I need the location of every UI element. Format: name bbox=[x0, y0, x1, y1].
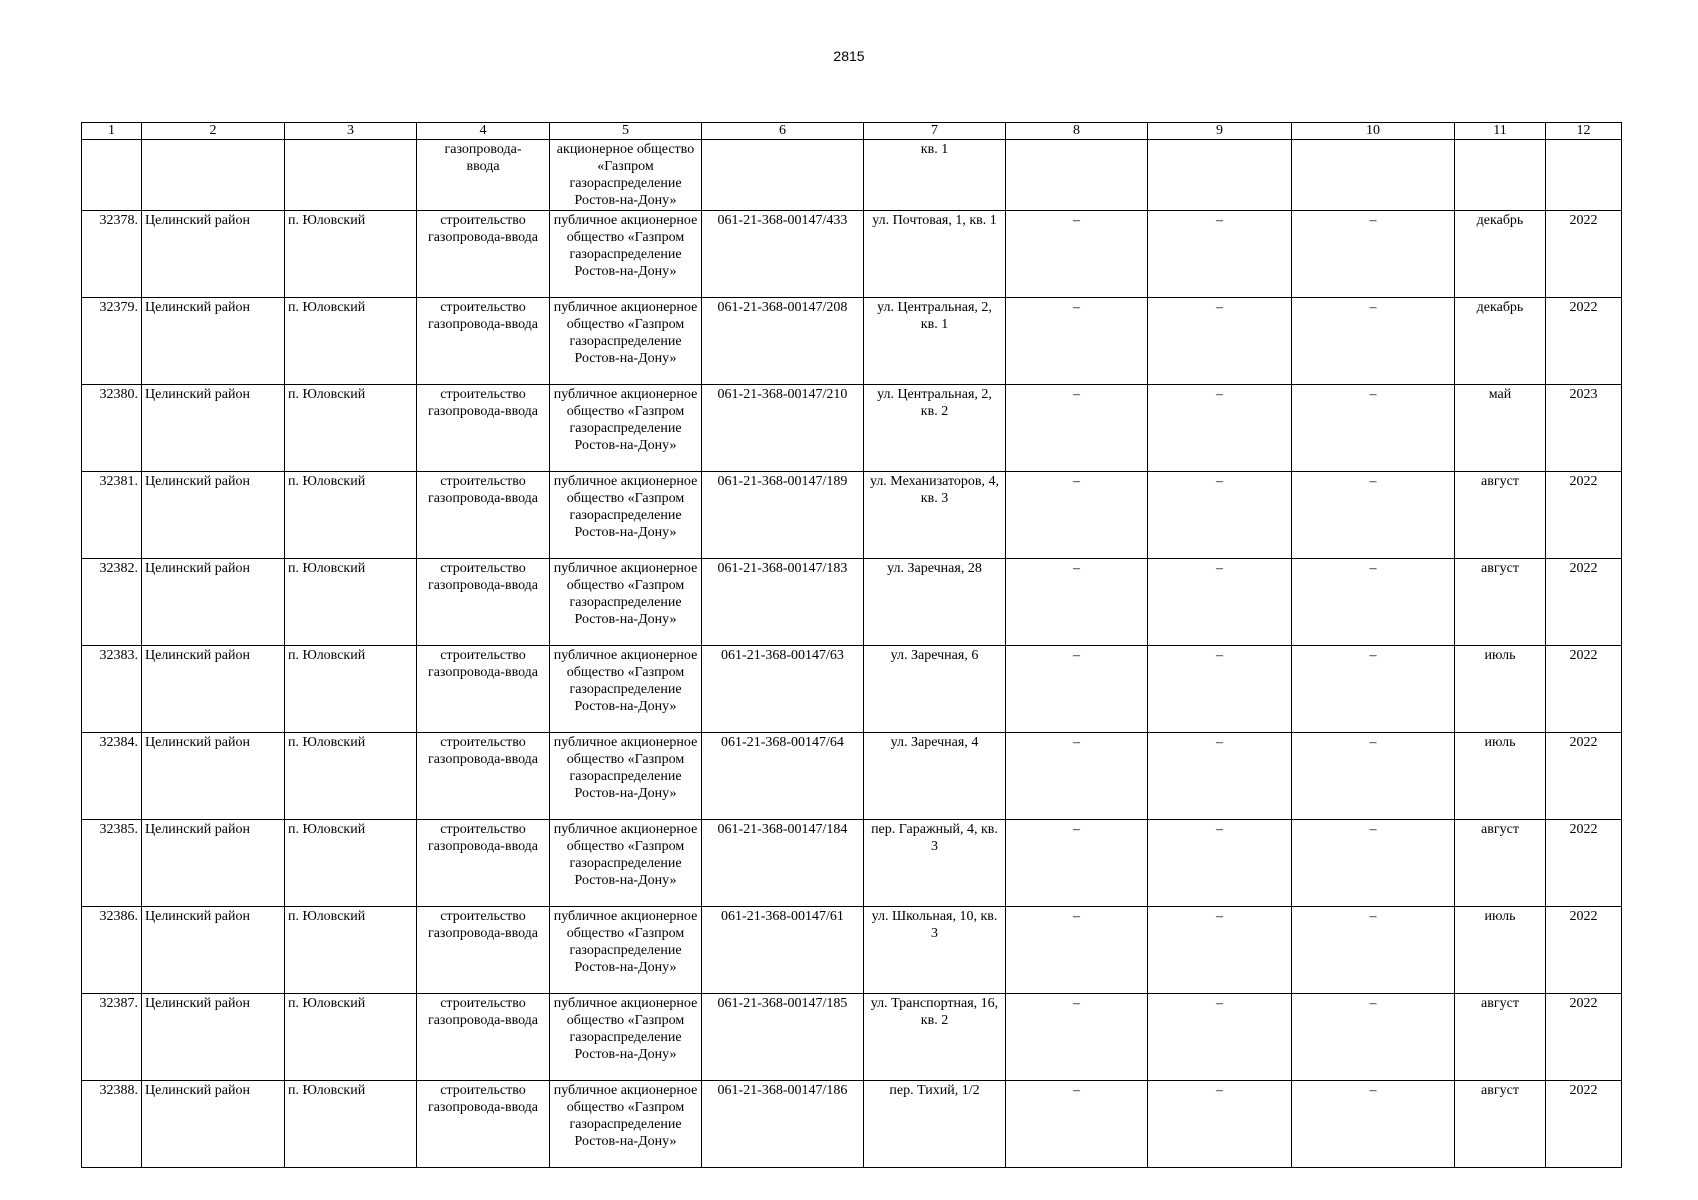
cell-col8 bbox=[1006, 140, 1148, 211]
table-row bbox=[82, 211, 1622, 298]
cell-col8: – bbox=[1006, 994, 1148, 1081]
cell-address: ул. Транспортная, 16, кв. 2 bbox=[864, 994, 1006, 1081]
cell-col10: – bbox=[1292, 820, 1455, 907]
cell-col8: – bbox=[1006, 559, 1148, 646]
cell-address: ул. Почтовая, 1, кв. 1 bbox=[864, 211, 1006, 298]
cell-operator: публичное акционерное общество «Газпром газораспределение Ростов-на-Дону» bbox=[550, 1081, 702, 1168]
cell-month: декабрь bbox=[1455, 211, 1546, 298]
cell-locality: п. Юловский bbox=[285, 211, 417, 298]
cell-operator: публичное акционерное общество «Газпром газораспределение Ростов-на-Дону» bbox=[550, 994, 702, 1081]
cell-col9 bbox=[1148, 140, 1292, 211]
column-header-7: 7 bbox=[864, 123, 1006, 140]
table-row bbox=[82, 646, 1622, 733]
cell-locality: п. Юловский bbox=[285, 994, 417, 1081]
cell-col8: – bbox=[1006, 1081, 1148, 1168]
cell-num: 32385. bbox=[82, 820, 142, 907]
column-header-9: 9 bbox=[1148, 123, 1292, 140]
cell-col10: – bbox=[1292, 994, 1455, 1081]
cell-num: 32381. bbox=[82, 472, 142, 559]
cell-activity: строительство газопровода-ввода bbox=[417, 646, 550, 733]
cell-col8: – bbox=[1006, 211, 1148, 298]
cell-district: Целинский район bbox=[142, 646, 285, 733]
cell-year: 2022 bbox=[1546, 559, 1622, 646]
column-header-1: 1 bbox=[82, 123, 142, 140]
cell-month: август bbox=[1455, 559, 1546, 646]
cell-year: 2022 bbox=[1546, 907, 1622, 994]
cell-col8: – bbox=[1006, 298, 1148, 385]
cell-month: июль bbox=[1455, 646, 1546, 733]
cell-code: 061-21-368-00147/189 bbox=[702, 472, 864, 559]
cell-district: Целинский район bbox=[142, 820, 285, 907]
cell-year: 2022 bbox=[1546, 820, 1622, 907]
cell-locality: п. Юловский bbox=[285, 559, 417, 646]
cell-code bbox=[702, 140, 864, 211]
cell-address: ул. Механизаторов, 4, кв. 3 bbox=[864, 472, 1006, 559]
cell-col9: – bbox=[1148, 646, 1292, 733]
cell-col9: – bbox=[1148, 733, 1292, 820]
cell-operator: публичное акционерное общество «Газпром газораспределение Ростов-на-Дону» bbox=[550, 211, 702, 298]
column-header-11: 11 bbox=[1455, 123, 1546, 140]
cell-code: 061-21-368-00147/183 bbox=[702, 559, 864, 646]
cell-col9: – bbox=[1148, 472, 1292, 559]
cell-activity: строительство газопровода-ввода bbox=[417, 907, 550, 994]
cell-locality: п. Юловский bbox=[285, 646, 417, 733]
cell-month: июль bbox=[1455, 907, 1546, 994]
cell-year: 2022 bbox=[1546, 733, 1622, 820]
cell-month: май bbox=[1455, 385, 1546, 472]
cell-activity: строительство газопровода-ввода bbox=[417, 559, 550, 646]
cell-activity: газопровода- ввода bbox=[417, 140, 550, 211]
registry-table bbox=[81, 122, 1622, 1168]
cell-col10: – bbox=[1292, 646, 1455, 733]
cell-col10: – bbox=[1292, 211, 1455, 298]
cell-address: пер. Гаражный, 4, кв. 3 bbox=[864, 820, 1006, 907]
cell-activity: строительство газопровода-ввода bbox=[417, 298, 550, 385]
cell-month: июль bbox=[1455, 733, 1546, 820]
cell-locality: п. Юловский bbox=[285, 820, 417, 907]
cell-col8: – bbox=[1006, 646, 1148, 733]
column-header-3: 3 bbox=[285, 123, 417, 140]
cell-district: Целинский район bbox=[142, 559, 285, 646]
table-row bbox=[82, 559, 1622, 646]
cell-activity: строительство газопровода-ввода bbox=[417, 733, 550, 820]
cell-district: Целинский район bbox=[142, 211, 285, 298]
cell-num: 32387. bbox=[82, 994, 142, 1081]
cell-address: ул. Центральная, 2, кв. 1 bbox=[864, 298, 1006, 385]
cell-code: 061-21-368-00147/185 bbox=[702, 994, 864, 1081]
table-row bbox=[82, 820, 1622, 907]
cell-col10 bbox=[1292, 140, 1455, 211]
cell-locality: п. Юловский bbox=[285, 298, 417, 385]
cell-col10: – bbox=[1292, 472, 1455, 559]
column-header-2: 2 bbox=[142, 123, 285, 140]
cell-activity: строительство газопровода-ввода bbox=[417, 1081, 550, 1168]
cell-code: 061-21-368-00147/433 bbox=[702, 211, 864, 298]
cell-col8: – bbox=[1006, 820, 1148, 907]
cell-locality: п. Юловский bbox=[285, 472, 417, 559]
cell-col8: – bbox=[1006, 385, 1148, 472]
cell-code: 061-21-368-00147/64 bbox=[702, 733, 864, 820]
column-header-8: 8 bbox=[1006, 123, 1148, 140]
cell-code: 061-21-368-00147/210 bbox=[702, 385, 864, 472]
cell-month: август bbox=[1455, 994, 1546, 1081]
column-header-6: 6 bbox=[702, 123, 864, 140]
column-header-5: 5 bbox=[550, 123, 702, 140]
cell-year: 2023 bbox=[1546, 385, 1622, 472]
cell-col10: – bbox=[1292, 907, 1455, 994]
cell-code: 061-21-368-00147/184 bbox=[702, 820, 864, 907]
cell-num: 32379. bbox=[82, 298, 142, 385]
cell-col8: – bbox=[1006, 472, 1148, 559]
cell-code: 061-21-368-00147/186 bbox=[702, 1081, 864, 1168]
cell-district: Целинский район bbox=[142, 1081, 285, 1168]
cell-district: Целинский район bbox=[142, 298, 285, 385]
cell-year: 2022 bbox=[1546, 994, 1622, 1081]
cell-year: 2022 bbox=[1546, 211, 1622, 298]
cell-col9: – bbox=[1148, 1081, 1292, 1168]
cell-address: ул. Школьная, 10, кв. 3 bbox=[864, 907, 1006, 994]
cell-code: 061-21-368-00147/63 bbox=[702, 646, 864, 733]
cell-district: Целинский район bbox=[142, 733, 285, 820]
cell-col10: – bbox=[1292, 1081, 1455, 1168]
column-header-12: 12 bbox=[1546, 123, 1622, 140]
cell-year: 2022 bbox=[1546, 472, 1622, 559]
cell-col9: – bbox=[1148, 559, 1292, 646]
cell-address: ул. Заречная, 6 bbox=[864, 646, 1006, 733]
cell-num: 32382. bbox=[82, 559, 142, 646]
cell-col8: – bbox=[1006, 733, 1148, 820]
cell-locality: п. Юловский bbox=[285, 1081, 417, 1168]
cell-col10: – bbox=[1292, 559, 1455, 646]
cell-num bbox=[82, 140, 142, 211]
cell-month: август bbox=[1455, 820, 1546, 907]
cell-code: 061-21-368-00147/61 bbox=[702, 907, 864, 994]
cell-month bbox=[1455, 140, 1546, 211]
cell-operator: публичное акционерное общество «Газпром газораспределение Ростов-на-Дону» bbox=[550, 733, 702, 820]
cell-num: 32380. bbox=[82, 385, 142, 472]
cell-district: Целинский район bbox=[142, 907, 285, 994]
cell-district bbox=[142, 140, 285, 211]
cell-district: Целинский район bbox=[142, 385, 285, 472]
cell-col9: – bbox=[1148, 907, 1292, 994]
cell-year: 2022 bbox=[1546, 298, 1622, 385]
cell-address: ул. Заречная, 28 bbox=[864, 559, 1006, 646]
cell-operator: публичное акционерное общество «Газпром газораспределение Ростов-на-Дону» bbox=[550, 559, 702, 646]
cell-year: 2022 bbox=[1546, 646, 1622, 733]
cell-col9: – bbox=[1148, 385, 1292, 472]
cell-address: кв. 1 bbox=[864, 140, 1006, 211]
cell-address: пер. Тихий, 1/2 bbox=[864, 1081, 1006, 1168]
cell-num: 32386. bbox=[82, 907, 142, 994]
cell-activity: строительство газопровода-ввода bbox=[417, 472, 550, 559]
cell-activity: строительство газопровода-ввода bbox=[417, 385, 550, 472]
cell-district: Целинский район bbox=[142, 472, 285, 559]
cell-month: август bbox=[1455, 472, 1546, 559]
cell-year bbox=[1546, 140, 1622, 211]
cell-locality: п. Юловский bbox=[285, 385, 417, 472]
cell-operator: акционерное общество «Газпром газораспределение Ростов-на-Дону» bbox=[550, 140, 702, 211]
cell-operator: публичное акционерное общество «Газпром газораспределение Ростов-на-Дону» bbox=[550, 820, 702, 907]
table-row bbox=[82, 994, 1622, 1081]
cell-operator: публичное акционерное общество «Газпром газораспределение Ростов-на-Дону» bbox=[550, 298, 702, 385]
table-body bbox=[82, 140, 1622, 1168]
column-header-4: 4 bbox=[417, 123, 550, 140]
cell-col8: – bbox=[1006, 907, 1148, 994]
table-row bbox=[82, 733, 1622, 820]
cell-locality bbox=[285, 140, 417, 211]
cell-activity: строительство газопровода-ввода bbox=[417, 994, 550, 1081]
cell-num: 32378. bbox=[82, 211, 142, 298]
cell-num: 32384. bbox=[82, 733, 142, 820]
cell-operator: публичное акционерное общество «Газпром газораспределение Ростов-на-Дону» bbox=[550, 907, 702, 994]
table-row bbox=[82, 298, 1622, 385]
cell-operator: публичное акционерное общество «Газпром газораспределение Ростов-на-Дону» bbox=[550, 472, 702, 559]
cell-operator: публичное акционерное общество «Газпром газораспределение Ростов-на-Дону» bbox=[550, 385, 702, 472]
cell-activity: строительство газопровода-ввода bbox=[417, 820, 550, 907]
cell-col9: – bbox=[1148, 298, 1292, 385]
cell-month: август bbox=[1455, 1081, 1546, 1168]
cell-address: ул. Заречная, 4 bbox=[864, 733, 1006, 820]
page-number: 2815 bbox=[833, 48, 865, 64]
cell-col10: – bbox=[1292, 733, 1455, 820]
continuation-row bbox=[82, 140, 1622, 211]
table-row bbox=[82, 385, 1622, 472]
column-header-10: 10 bbox=[1292, 123, 1455, 140]
cell-address: ул. Центральная, 2, кв. 2 bbox=[864, 385, 1006, 472]
cell-col10: – bbox=[1292, 385, 1455, 472]
cell-col9: – bbox=[1148, 820, 1292, 907]
cell-locality: п. Юловский bbox=[285, 733, 417, 820]
cell-col10: – bbox=[1292, 298, 1455, 385]
table-row bbox=[82, 1081, 1622, 1168]
table-row bbox=[82, 907, 1622, 994]
cell-num: 32383. bbox=[82, 646, 142, 733]
cell-month: декабрь bbox=[1455, 298, 1546, 385]
cell-year: 2022 bbox=[1546, 1081, 1622, 1168]
column-number-header-row bbox=[82, 123, 1622, 140]
cell-operator: публичное акционерное общество «Газпром газораспределение Ростов-на-Дону» bbox=[550, 646, 702, 733]
cell-locality: п. Юловский bbox=[285, 907, 417, 994]
cell-district: Целинский район bbox=[142, 994, 285, 1081]
cell-num: 32388. bbox=[82, 1081, 142, 1168]
cell-code: 061-21-368-00147/208 bbox=[702, 298, 864, 385]
cell-activity: строительство газопровода-ввода bbox=[417, 211, 550, 298]
table-row bbox=[82, 472, 1622, 559]
cell-col9: – bbox=[1148, 211, 1292, 298]
cell-col9: – bbox=[1148, 994, 1292, 1081]
